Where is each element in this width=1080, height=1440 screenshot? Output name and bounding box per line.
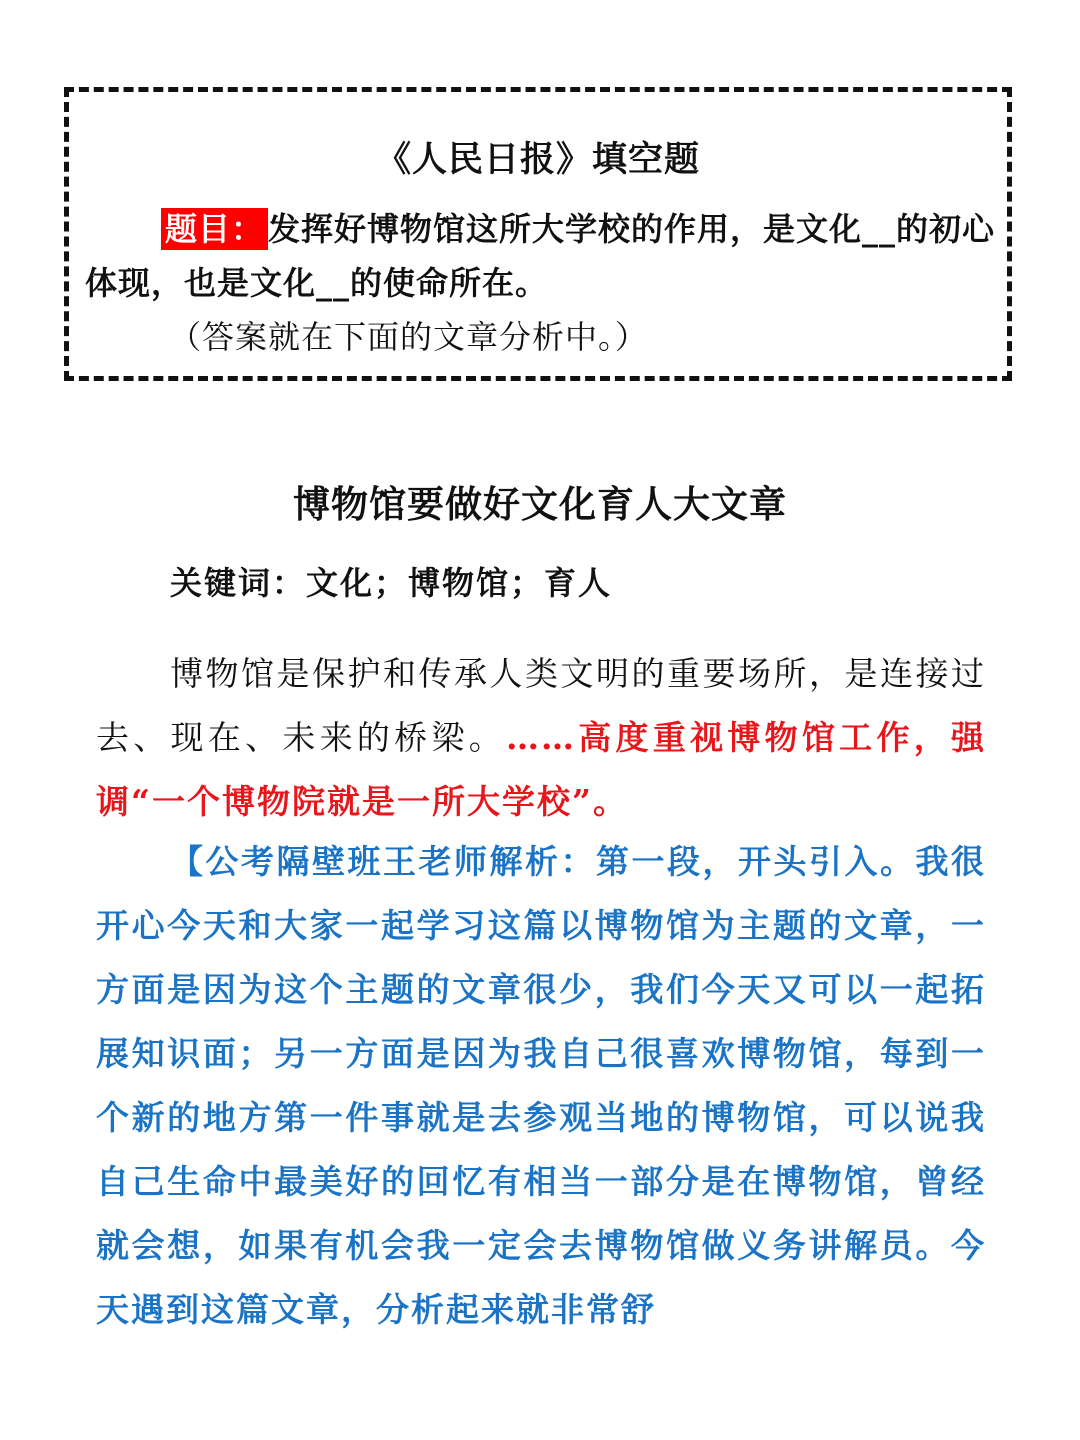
article-title: 博物馆要做好文化育人大文章 xyxy=(293,482,787,526)
paragraph-1-highlight: ……高度重视博物馆工作，强调“一个博物院就是一所大学校”。 xyxy=(96,718,987,821)
paragraph-1 xyxy=(96,642,986,834)
keywords: 关键词：文化；博物馆；育人 xyxy=(170,564,613,602)
paragraph-1-text: 博物馆是保护和传承人类文明的重要场所，是连接过去、现在、未来的桥梁。 xyxy=(96,654,986,757)
quiz-tag: 题目： xyxy=(161,208,268,250)
analysis-paragraph: 【公考隔壁班王老师解析：第一段，开头引入。我很开心今天和大家一起学习这篇以博物馆为主题的文章，一方面是因为这个主题的文章很少，我们今天又可以一起拓展知识面；另一方面是因为我自己很喜欢博物馆，每到一个新的地方第一件事就是去参观当地的博物馆，可以说我自己生命中最美好的回忆有相当一部分是在博物馆，曾经就会想，如果有机会我一定会去博物馆做义务讲解员。今天遇到这篇文章，分析起来就非常舒 xyxy=(96,842,986,1329)
quiz-hint: （答案就在下面的文章分析中。） xyxy=(169,318,649,356)
quiz-box xyxy=(64,87,1012,381)
quiz-question xyxy=(85,202,1000,310)
quiz-question-text: 发挥好博物馆这所大学校的作用，是文化__的初心体现，也是文化__的使命所在。 xyxy=(85,210,996,302)
quiz-title: 《人民日报》填空题 xyxy=(375,140,700,180)
